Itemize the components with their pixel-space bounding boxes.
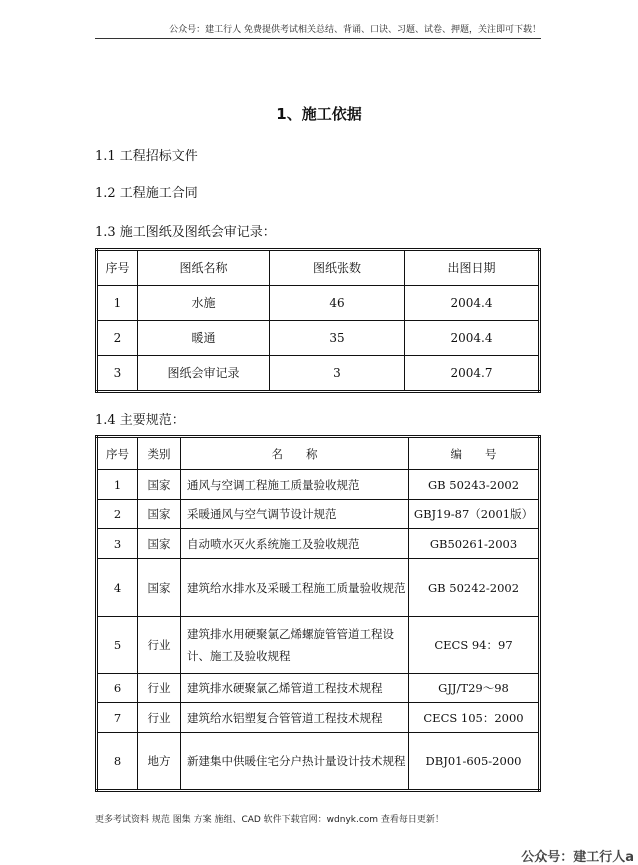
cell-sheet-count: 3 (270, 356, 405, 392)
section-1-1: 1.1 工程招标文件 (95, 149, 198, 164)
cell-index: 2 (97, 500, 138, 529)
header-cell: 图纸名称 (138, 250, 270, 286)
page-footer: 更多考试资料 规范 图集 方案 施组、CAD 软件下载官网：wdnyk.com 查看每日更新！ (95, 815, 444, 825)
table-row (97, 286, 540, 321)
cell-index: 5 (97, 617, 138, 674)
cell-standard-name: 自动喷水灭火系统施工及验收规范 (181, 529, 409, 559)
cell-category: 国家 (138, 500, 181, 529)
cell-index: 2 (97, 321, 138, 356)
table-row (97, 321, 540, 356)
cell-standard-name: 建筑给水排水及采暖工程施工质量验收规范 (181, 559, 409, 617)
section-1-2: 1.2 工程施工合同 (95, 186, 198, 201)
standards-table (95, 435, 541, 792)
cell-drawing-name: 图纸会审记录 (138, 356, 270, 392)
table-row (97, 529, 540, 559)
header-cell: 序号 (97, 437, 138, 470)
drawings-table (95, 248, 541, 393)
cell-standard-name: 采暖通风与空气调节设计规范 (181, 500, 409, 529)
cell-issue-date: 2004.7 (405, 356, 540, 392)
header-cell: 类别 (138, 437, 181, 470)
table-row (97, 356, 540, 392)
cell-standard-code: GB 50243-2002 (409, 470, 540, 500)
cell-category: 行业 (138, 703, 181, 733)
table-header-row (97, 437, 540, 470)
header-divider (95, 38, 541, 39)
section-1-3: 1.3 施工图纸及图纸会审记录： (95, 225, 276, 240)
cell-category: 国家 (138, 470, 181, 500)
page-title: 1、施工依据 (276, 105, 362, 123)
cell-index: 7 (97, 703, 138, 733)
header-cell: 图纸张数 (270, 250, 405, 286)
cell-standard-name: 建筑给水铝塑复合管管道工程技术规程 (181, 703, 409, 733)
cell-standard-code: CECS 105：2000 (409, 703, 540, 733)
cell-category: 国家 (138, 559, 181, 617)
cell-standard-name: 建筑排水硬聚氯乙烯管道工程技术规程 (181, 674, 409, 703)
cell-standard-code: GBJ19-87（2001版） (409, 500, 540, 529)
cell-standard-name: 通风与空调工程施工质量验收规范 (181, 470, 409, 500)
cell-standard-name: 建筑排水用硬聚氯乙烯螺旋管管道工程设计、施工及验收规程 (181, 617, 409, 674)
cell-index: 4 (97, 559, 138, 617)
table-row (97, 559, 540, 617)
cell-category: 地方 (138, 733, 181, 791)
cell-category: 国家 (138, 529, 181, 559)
cell-index: 3 (97, 356, 138, 392)
cell-index: 1 (97, 286, 138, 321)
cell-index: 1 (97, 470, 138, 500)
cell-category: 行业 (138, 674, 181, 703)
cell-issue-date: 2004.4 (405, 321, 540, 356)
header-cell: 名 称 (181, 437, 409, 470)
section-1-4: 1.4 主要规范： (95, 413, 185, 428)
cell-sheet-count: 35 (270, 321, 405, 356)
cell-standard-name: 新建集中供暖住宅分户热计量设计技术规程 (181, 733, 409, 791)
cell-standard-code: GB50261-2003 (409, 529, 540, 559)
table-row (97, 500, 540, 529)
cell-category: 行业 (138, 617, 181, 674)
cell-sheet-count: 46 (270, 286, 405, 321)
table-header-row (97, 250, 540, 286)
cell-index: 6 (97, 674, 138, 703)
table-row (97, 674, 540, 703)
cell-standard-code: GJJ/T29～98 (409, 674, 540, 703)
cell-index: 8 (97, 733, 138, 791)
cell-standard-code: GB 50242-2002 (409, 559, 540, 617)
header-cell: 编 号 (409, 437, 540, 470)
cell-drawing-name: 暖通 (138, 321, 270, 356)
page-header: 公众号：建工行人 免费提供考试相关总结、背诵、口诀、习题、试卷、押题，关注即可下载！ (169, 25, 541, 35)
header-cell: 序号 (97, 250, 138, 286)
cell-standard-code: CECS 94：97 (409, 617, 540, 674)
header-cell: 出图日期 (405, 250, 540, 286)
table-row (97, 733, 540, 791)
cell-standard-code: DBJ01-605-2000 (409, 733, 540, 791)
cell-drawing-name: 水施 (138, 286, 270, 321)
cell-issue-date: 2004.4 (405, 286, 540, 321)
table-row (97, 470, 540, 500)
table-row (97, 703, 540, 733)
watermark: 公众号：建工行人a (521, 850, 634, 865)
table-row (97, 617, 540, 674)
cell-index: 3 (97, 529, 138, 559)
